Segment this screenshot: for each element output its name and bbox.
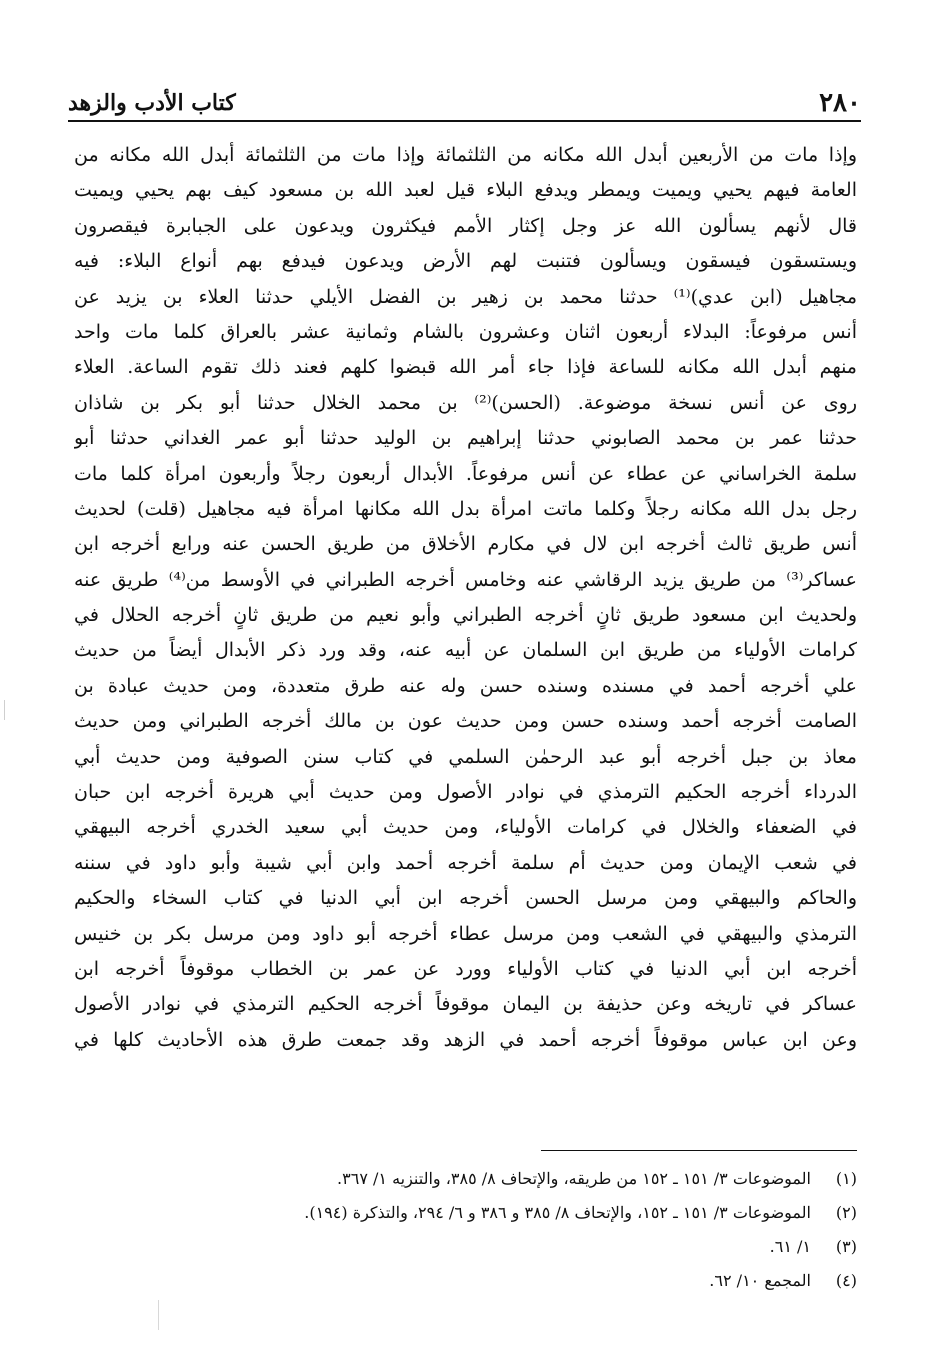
text-line: حدثنا عمر بن محمد الصابوني حدثنا إبراهيم بن الوليد حدثنا أبو عمر الغداني حدثنا أبو bbox=[74, 427, 857, 450]
footnote-number: (١) bbox=[835, 1169, 857, 1188]
footnotes bbox=[74, 1162, 857, 1298]
text-line: عساكر في تاريخه وعن حذيفة بن اليمان موقوفاً أخرجه الحكيم الترمذي في نوادر الأصول bbox=[74, 993, 857, 1016]
footnote-number: (٢) bbox=[835, 1203, 857, 1222]
text-line: علي أخرجه أحمد في مسنده وسنده حسن وله عنه طرق متعددة، ومن حديث عبادة بن bbox=[74, 674, 857, 697]
text-line: رجل بدل الله مكانه رجلاً وكلما ماتت امرأة بدل الله مكانها امرأة فيه مجاهيل (قلت) لحديث bbox=[74, 497, 857, 520]
footnote-number: (٣) bbox=[835, 1237, 857, 1256]
text-line: الدرداء أخرجه الحكيم الترمذي في نوادر الأصول ومن حديث أبي هريرة أخرجه ابن حبان bbox=[74, 781, 857, 804]
scan-mark bbox=[4, 700, 5, 720]
text-line: روى عن أنس نسخة موضوعة. (الحسن)⁽²⁾ بن محمد الخلال حدثنا أبو بكر بن شاذان bbox=[74, 391, 857, 414]
footnote-text: المجمع ١٠/ ٦٢. bbox=[709, 1271, 811, 1290]
footnote-number: (٤) bbox=[835, 1271, 857, 1290]
text-line: أنس طريق ثالث أخرجه ابن لال في مكارم الأخلاق من طريق الحسن عنه ورابع أخرجه ابن bbox=[74, 533, 857, 556]
text-line: في الضعفاء والخلال في كرامات الأولياء، ومن حديث أبي سعيد الخدري أخرجه البيهقي bbox=[74, 816, 857, 839]
text-line: في شعب الإيمان ومن حديث أم سلمة أخرجه أحمد وابن أبي شيبة وأبو داود في سننه bbox=[74, 851, 857, 874]
text-line: قال لأنهم يسألون الله عز وجل إكثار الأمم فيكثرون ويدعون على الجبابرة فيقصرون bbox=[74, 214, 857, 237]
text-line: والحاكم والبيهقي ومن مرسل الحسن أخرجه ابن أبي الدنيا في كتاب السخاء والحكيم bbox=[74, 887, 857, 910]
running-title: كتاب الأدب والزهد bbox=[68, 90, 236, 116]
text-line: الصامت أخرجه أحمد وسنده حسن ومن حديث عون بن مالك أخرجه الطبراني ومن حديث bbox=[74, 710, 857, 733]
header-rule bbox=[68, 120, 861, 122]
main-text bbox=[74, 138, 857, 1058]
footnote bbox=[74, 1264, 857, 1298]
footnote bbox=[74, 1162, 857, 1196]
page-number: ٢٨٠ bbox=[819, 88, 861, 118]
page-header bbox=[68, 82, 861, 118]
footnote-text: الموضوعات ٣/ ١٥١ ـ ١٥٢ من طريقه، والإتحاف ٨/ ٣٨٥، والتنزيه ١/ ٣٦٧. bbox=[337, 1169, 811, 1188]
text-line: وعن ابن عباس موقوفاً أخرجه أحمد في الزهد وقد جمعت طرق هذه الأحاديث كلها في bbox=[74, 1028, 857, 1051]
text-line: العامة فيهم يحيي ويميت ويمطر ويدفع البلاء قيل لعبد الله بن مسعود كيف بهم يحيي ويميت bbox=[74, 179, 857, 202]
text-line: أنس مرفوعاً: البدلاء أربعون اثنان وعشرون بالشام وثمانية عشر بالعراق كلما مات واحد bbox=[74, 320, 857, 343]
footnote-text: ١/ ٦١. bbox=[769, 1237, 811, 1256]
text-line: أخرجه ابن أبي الدنيا في كتاب الأولياء وورد عن عمر بن الخطاب موقوفاً أخرجه ابن bbox=[74, 957, 857, 980]
text-line: ويستسقون فيسقون ويسألون فتنبت لهم الأرض ويدعون فيدفع بهم أنواع البلاء: فيه bbox=[74, 250, 857, 273]
text-line: ولحديث ابن مسعود طريق ثانٍ أخرجه الطبراني وأبو نعيم من طريق ثانٍ أخرجه الحلال في bbox=[74, 604, 857, 627]
text-line: سلمة الخراساني عن عطاء عن أنس مرفوعاً. الأبدال أربعون رجلاً وأربعون امرأة كلما مات bbox=[74, 462, 857, 485]
footnote bbox=[74, 1230, 857, 1264]
footnote-rule bbox=[541, 1150, 857, 1151]
text-line: الترمذي والبيهقي في الشعب ومن مرسل عطاء أخرجه أبو داود ومن مرسل بكر بن خنيس bbox=[74, 922, 857, 945]
text-line: معاذ بن جبل أخرجه أبو عبد الرحمٰن السلمي في كتاب سنن الصوفية ومن حديث أبي bbox=[74, 745, 857, 768]
footnote-text: الموضوعات ٣/ ١٥١ ـ ١٥٢، والإتحاف ٨/ ٣٨٥ و ٣٨٦ و ٦/ ٢٩٤، والتذكرة (١٩٤). bbox=[304, 1203, 811, 1222]
scan-mark bbox=[158, 1300, 159, 1330]
text-line: عساكر⁽³⁾ من طريق يزيد الرقاشي عنه وخامس أخرجه الطبراني في الأوسط من⁽⁴⁾ طريق عنه bbox=[74, 568, 857, 591]
text-line: مجاهيل (ابن عدي)⁽¹⁾ حدثنا محمد بن زهير بن الفضل الأيلي حدثنا العلاء بن يزيد عن bbox=[74, 285, 857, 308]
text-line: كرامات الأولياء من طريق ابن السلمان عن أبيه عنه، وقد ورد ذكر الأبدال أيضاً من حديث bbox=[74, 639, 857, 662]
footnote bbox=[74, 1196, 857, 1230]
text-line: وإذا مات من الأربعين أبدل الله مكانه من الثلثمائة وإذا مات من الثلثمائة أبدل الله مكانه من bbox=[74, 144, 857, 166]
text-line: منهم أبدل الله مكانه للساعة فإذا جاء أمر الله قبضوا كلهم فعند ذلك تقوم الساعة. العلاء bbox=[74, 356, 857, 379]
